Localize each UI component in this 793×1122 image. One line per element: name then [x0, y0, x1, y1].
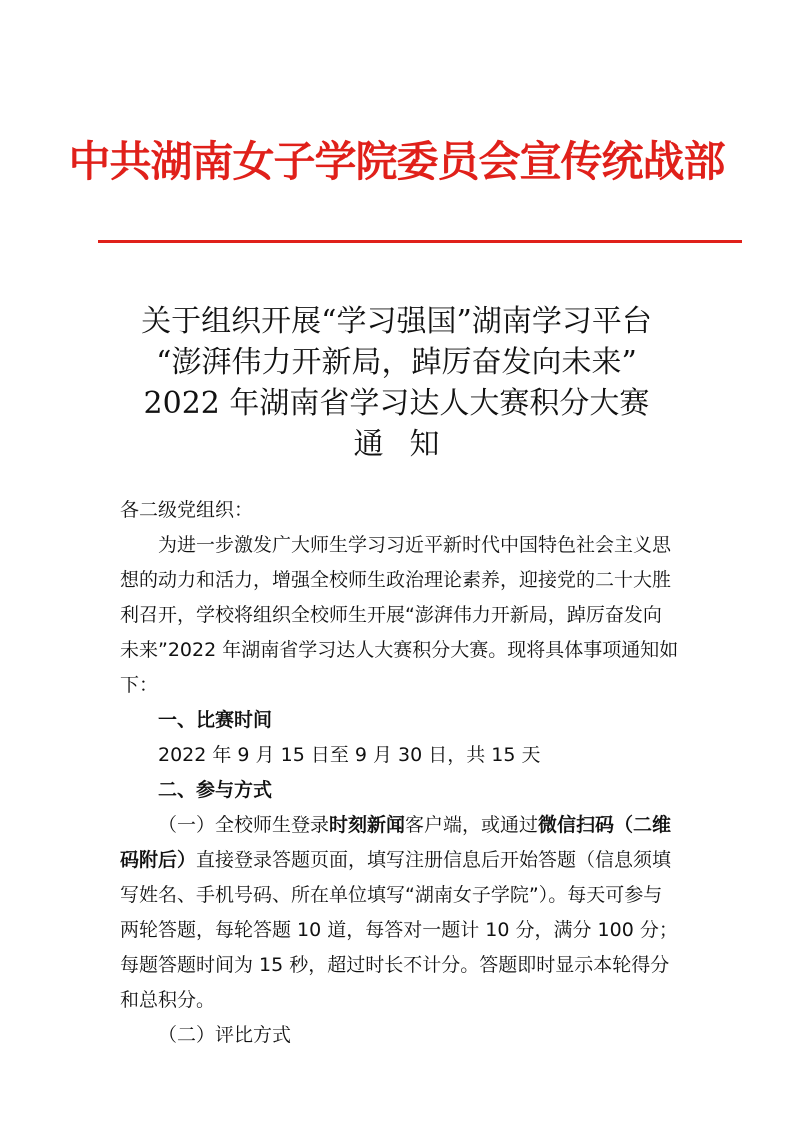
intro-paragraph: 为进一步激发广大师生学习习近平新时代中国特色社会主义思想的动力和活力，增强全校师生政治理论素养，迎接党的二十大胜利召开，学校将组织全校师生开展“澎湃伟力开新局，踔厉奋发向未来”2022 年湖南省学习达人大赛积分大赛。现将具体事项通知如下： [120, 534, 679, 696]
salutation: 各二级党组织： [120, 499, 254, 521]
title-line-1: 关于组织开展“学习强国”湖南学习平台 [141, 304, 652, 339]
section-1-heading: 一、比赛时间 [158, 709, 273, 731]
section-2-heading: 二、参与方式 [158, 779, 273, 801]
notice-body [120, 493, 680, 1053]
participation-paragraph: （一）全校师生登录时刻新闻客户端，或通过微信扫码（二维码附后）直接登录答题页面，填写注册信息后开始答题（信息须填写姓名、手机号码、所在单位填写“湖南女子学院”）。每天可参与两轮答题，每轮答题 10 道，每答对一题计 10 分，满分 100 分；每题答题时间为 15 秒，超过时长不计分。答题即时显示本轮得分和总积分。 [120, 814, 678, 1011]
title-line-4: 通知 [353, 427, 466, 462]
evaluation-heading: （二）评比方式 [158, 1024, 292, 1046]
title-line-3: 2022 年湖南省学习达人大赛积分大赛 [143, 386, 650, 421]
masthead: 中共湖南女子学院委员会宣传统战部 [68, 137, 725, 186]
title-line-2: “澎湃伟力开新局，踔厉奋发向未来” [156, 345, 637, 380]
section-1-text: 2022 年 9 月 15 日至 9 月 30 日，共 15 天 [158, 744, 541, 766]
red-divider [98, 240, 742, 243]
notice-title [0, 301, 793, 465]
